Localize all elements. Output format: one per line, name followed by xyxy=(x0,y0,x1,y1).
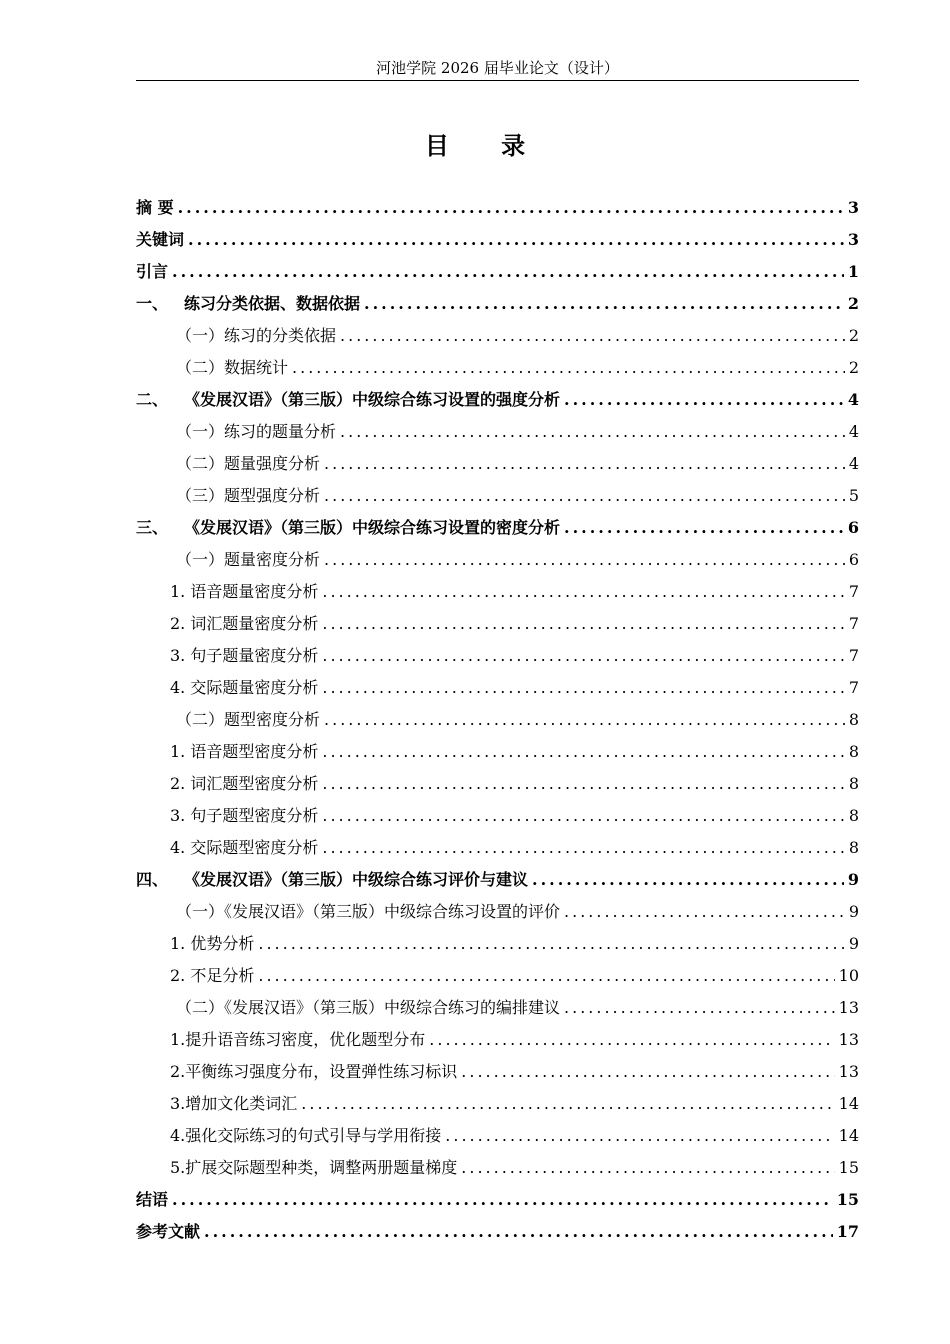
toc-entry-page: 13 xyxy=(838,1062,859,1081)
toc-entry[interactable] xyxy=(136,768,859,800)
toc-entry-text: 摘 要 xyxy=(136,198,174,217)
toc-leader-dots xyxy=(532,864,844,896)
page-header: 河池学院 2026 届毕业论文（设计） xyxy=(136,58,859,81)
toc-entry-text: 2. 词汇题型密度分析 xyxy=(170,774,319,793)
toc-entry-label xyxy=(176,352,288,384)
toc-entry-label xyxy=(170,608,318,640)
toc-entry[interactable] xyxy=(136,800,859,832)
toc-leader-dots xyxy=(172,256,844,288)
toc-entry[interactable] xyxy=(136,928,859,960)
toc-entry-page: 7 xyxy=(848,646,859,665)
toc-entry-page: 7 xyxy=(848,614,859,633)
toc-leader-dots xyxy=(178,192,844,224)
toc-entry-label xyxy=(170,928,254,960)
toc-entry-text: 结语 xyxy=(136,1190,169,1209)
toc-entry-text: 练习分类依据、数据依据 xyxy=(184,294,361,313)
toc-entry-label xyxy=(170,1120,441,1152)
toc-entry-page: 9 xyxy=(847,870,859,889)
toc-entry-text: 1.提升语音练习密度，优化题型分布 xyxy=(170,1030,426,1049)
toc-leader-dots xyxy=(204,1216,833,1248)
toc-entry[interactable] xyxy=(136,864,859,896)
toc-leader-dots xyxy=(322,800,844,832)
toc-entry-text: （二）数据统计 xyxy=(176,358,289,377)
toc-entry-page: 7 xyxy=(848,582,859,601)
toc-entry-page: 3 xyxy=(847,198,859,217)
toc-leader-dots xyxy=(564,512,844,544)
toc-entry-page: 14 xyxy=(838,1126,859,1145)
toc-entry-page: 6 xyxy=(847,518,859,537)
toc-entry-label xyxy=(170,1024,425,1056)
toc-entry-text: 1. 优势分析 xyxy=(170,934,255,953)
toc-entry-label xyxy=(170,832,318,864)
toc-entry-text: 《发展汉语》（第三版）中级综合练习设置的强度分析 xyxy=(184,390,561,409)
toc-entry[interactable] xyxy=(136,352,859,384)
page-title: 目 录 xyxy=(424,131,548,160)
toc-leader-dots xyxy=(322,832,844,864)
toc-entry-label xyxy=(170,640,318,672)
toc-entry-label xyxy=(176,480,320,512)
toc-entry-page: 1 xyxy=(847,262,859,281)
toc-entry-text: 1. 语音题量密度分析 xyxy=(170,582,319,601)
toc-entry-text: （三）题型强度分析 xyxy=(176,486,321,505)
toc-entry-label xyxy=(170,800,318,832)
toc-leader-dots xyxy=(340,416,845,448)
toc-entry-label xyxy=(136,1184,168,1216)
toc-entry[interactable] xyxy=(136,608,859,640)
toc-entry[interactable] xyxy=(136,1184,859,1216)
toc-entry-page: 14 xyxy=(838,1094,859,1113)
toc-entry-text: （二）题型密度分析 xyxy=(176,710,321,729)
toc-leader-dots xyxy=(188,224,844,256)
toc-entry-page: 4 xyxy=(848,422,859,441)
toc-entry-label xyxy=(176,320,336,352)
toc-leader-dots xyxy=(322,576,844,608)
toc-leader-dots xyxy=(322,640,844,672)
toc-entry-label xyxy=(176,544,320,576)
toc-leader-dots xyxy=(564,992,835,1024)
toc-entry[interactable] xyxy=(136,256,859,288)
toc-entry[interactable] xyxy=(136,960,859,992)
toc-entry-text: 5.扩展交际题型种类，调整两册题量梯度 xyxy=(170,1158,458,1177)
toc-entry-page: 8 xyxy=(848,774,859,793)
toc-entry-page: 8 xyxy=(848,838,859,857)
table-of-contents xyxy=(136,192,859,1248)
toc-leader-dots xyxy=(564,384,844,416)
toc-leader-dots xyxy=(564,896,845,928)
toc-entry-page: 6 xyxy=(848,550,859,569)
toc-entry-page: 9 xyxy=(848,902,859,921)
toc-entry-text: 3. 句子题型密度分析 xyxy=(170,806,319,825)
toc-entry[interactable] xyxy=(136,704,859,736)
toc-entry-label xyxy=(170,1056,457,1088)
toc-entry-page: 13 xyxy=(838,1030,859,1049)
toc-entry[interactable] xyxy=(136,576,859,608)
toc-entry-page: 8 xyxy=(848,806,859,825)
toc-entry-text: 《发展汉语》（第三版）中级综合练习评价与建议 xyxy=(184,870,529,889)
toc-entry[interactable] xyxy=(136,416,859,448)
toc-entry[interactable] xyxy=(136,288,859,320)
toc-entry-page: 3 xyxy=(847,230,859,249)
toc-entry[interactable] xyxy=(136,320,859,352)
toc-entry[interactable] xyxy=(136,448,859,480)
toc-entry-text: （二）《发展汉语》（第三版）中级综合练习的编排建议 xyxy=(176,998,561,1017)
toc-leader-dots xyxy=(364,288,844,320)
toc-entry-label xyxy=(176,992,560,1024)
toc-entry[interactable] xyxy=(136,1056,859,1088)
toc-entry-label xyxy=(170,672,318,704)
toc-entry-page: 4 xyxy=(848,454,859,473)
toc-entry-text: 2. 不足分析 xyxy=(170,966,255,985)
toc-entry[interactable] xyxy=(136,544,859,576)
toc-entry-label xyxy=(170,576,318,608)
toc-entry-number: 二、 xyxy=(136,390,169,409)
toc-entry-label xyxy=(136,1216,200,1248)
toc-entry-page: 2 xyxy=(848,326,859,345)
toc-entry-number: 四、 xyxy=(136,870,169,889)
toc-leader-dots xyxy=(445,1120,834,1152)
toc-entry-page: 9 xyxy=(848,934,859,953)
toc-entry-label xyxy=(170,960,254,992)
toc-entry-page: 2 xyxy=(848,358,859,377)
toc-entry-page: 17 xyxy=(836,1222,859,1241)
toc-entry-label xyxy=(176,704,320,736)
toc-entry-text: （二）题量强度分析 xyxy=(176,454,321,473)
toc-entry-label xyxy=(170,736,318,768)
toc-entry[interactable] xyxy=(136,1216,859,1248)
toc-entry-label xyxy=(136,288,360,320)
toc-entry-page: 15 xyxy=(838,1158,859,1177)
toc-entry-label xyxy=(136,384,560,416)
toc-entry-text: 2. 词汇题量密度分析 xyxy=(170,614,319,633)
toc-entry[interactable] xyxy=(136,992,859,1024)
toc-entry[interactable] xyxy=(136,640,859,672)
toc-leader-dots xyxy=(292,352,845,384)
toc-entry[interactable] xyxy=(136,480,859,512)
toc-entry-label xyxy=(170,1152,457,1184)
toc-entry[interactable] xyxy=(136,736,859,768)
toc-leader-dots xyxy=(322,736,844,768)
toc-entry[interactable] xyxy=(136,1152,859,1184)
toc-leader-dots xyxy=(324,704,845,736)
toc-entry-label xyxy=(176,448,320,480)
toc-leader-dots xyxy=(322,768,844,800)
toc-leader-dots xyxy=(340,320,845,352)
toc-entry-label xyxy=(176,416,336,448)
toc-entry-text: （一）题量密度分析 xyxy=(176,550,321,569)
toc-entry-page: 4 xyxy=(847,390,859,409)
toc-entry-number: 一、 xyxy=(136,294,169,313)
toc-entry-label xyxy=(136,256,168,288)
toc-entry[interactable] xyxy=(136,192,859,224)
toc-entry-page: 7 xyxy=(848,678,859,697)
toc-entry[interactable] xyxy=(136,896,859,928)
toc-entry-label xyxy=(170,1088,297,1120)
toc-entry-label xyxy=(176,896,560,928)
toc-entry[interactable] xyxy=(136,384,859,416)
toc-leader-dots xyxy=(301,1088,834,1120)
toc-entry[interactable] xyxy=(136,1024,859,1056)
toc-leader-dots xyxy=(461,1152,834,1184)
toc-leader-dots xyxy=(258,928,844,960)
toc-entry[interactable] xyxy=(136,1120,859,1152)
toc-entry-text: 1. 语音题型密度分析 xyxy=(170,742,319,761)
toc-entry-text: （一）练习的题量分析 xyxy=(176,422,337,441)
toc-leader-dots xyxy=(322,608,844,640)
toc-entry[interactable] xyxy=(136,1088,859,1120)
toc-entry[interactable] xyxy=(136,672,859,704)
toc-leader-dots xyxy=(324,480,845,512)
toc-entry-text: 4.强化交际练习的句式引导与学用衔接 xyxy=(170,1126,442,1145)
toc-entry-text: 2.平衡练习强度分布，设置弹性练习标识 xyxy=(170,1062,458,1081)
toc-entry-page: 15 xyxy=(836,1190,859,1209)
toc-entry-text: 4. 交际题型密度分析 xyxy=(170,838,319,857)
toc-entry-text: 《发展汉语》（第三版）中级综合练习设置的密度分析 xyxy=(184,518,561,537)
toc-entry-page: 5 xyxy=(848,486,859,505)
toc-leader-dots xyxy=(429,1024,834,1056)
toc-entry-label xyxy=(136,224,184,256)
toc-leader-dots xyxy=(172,1184,833,1216)
toc-entry-text: 引言 xyxy=(136,262,169,281)
toc-entry-label xyxy=(136,864,528,896)
toc-entry[interactable] xyxy=(136,512,859,544)
toc-entry-text: （一）《发展汉语》（第三版）中级综合练习设置的评价 xyxy=(176,902,561,921)
toc-entry-text: 关键词 xyxy=(136,230,185,249)
toc-entry-number: 三、 xyxy=(136,518,169,537)
toc-entry-page: 8 xyxy=(848,742,859,761)
toc-entry-text: 4. 交际题量密度分析 xyxy=(170,678,319,697)
toc-entry-label xyxy=(170,768,318,800)
toc-entry-page: 13 xyxy=(838,998,859,1017)
toc-entry-label xyxy=(136,192,174,224)
toc-leader-dots xyxy=(461,1056,834,1088)
toc-entry-text: 3. 句子题量密度分析 xyxy=(170,646,319,665)
toc-entry-page: 2 xyxy=(847,294,859,313)
toc-entry-text: （一）练习的分类依据 xyxy=(176,326,337,345)
toc-entry-label xyxy=(136,512,560,544)
toc-entry-text: 参考文献 xyxy=(136,1222,201,1241)
toc-entry-page: 8 xyxy=(848,710,859,729)
toc-entry-page: 10 xyxy=(838,966,859,985)
toc-leader-dots xyxy=(322,672,844,704)
toc-entry-text: 3.增加文化类词汇 xyxy=(170,1094,298,1113)
toc-leader-dots xyxy=(258,960,834,992)
toc-leader-dots xyxy=(324,544,845,576)
toc-entry[interactable] xyxy=(136,224,859,256)
toc-entry[interactable] xyxy=(136,832,859,864)
toc-leader-dots xyxy=(324,448,845,480)
